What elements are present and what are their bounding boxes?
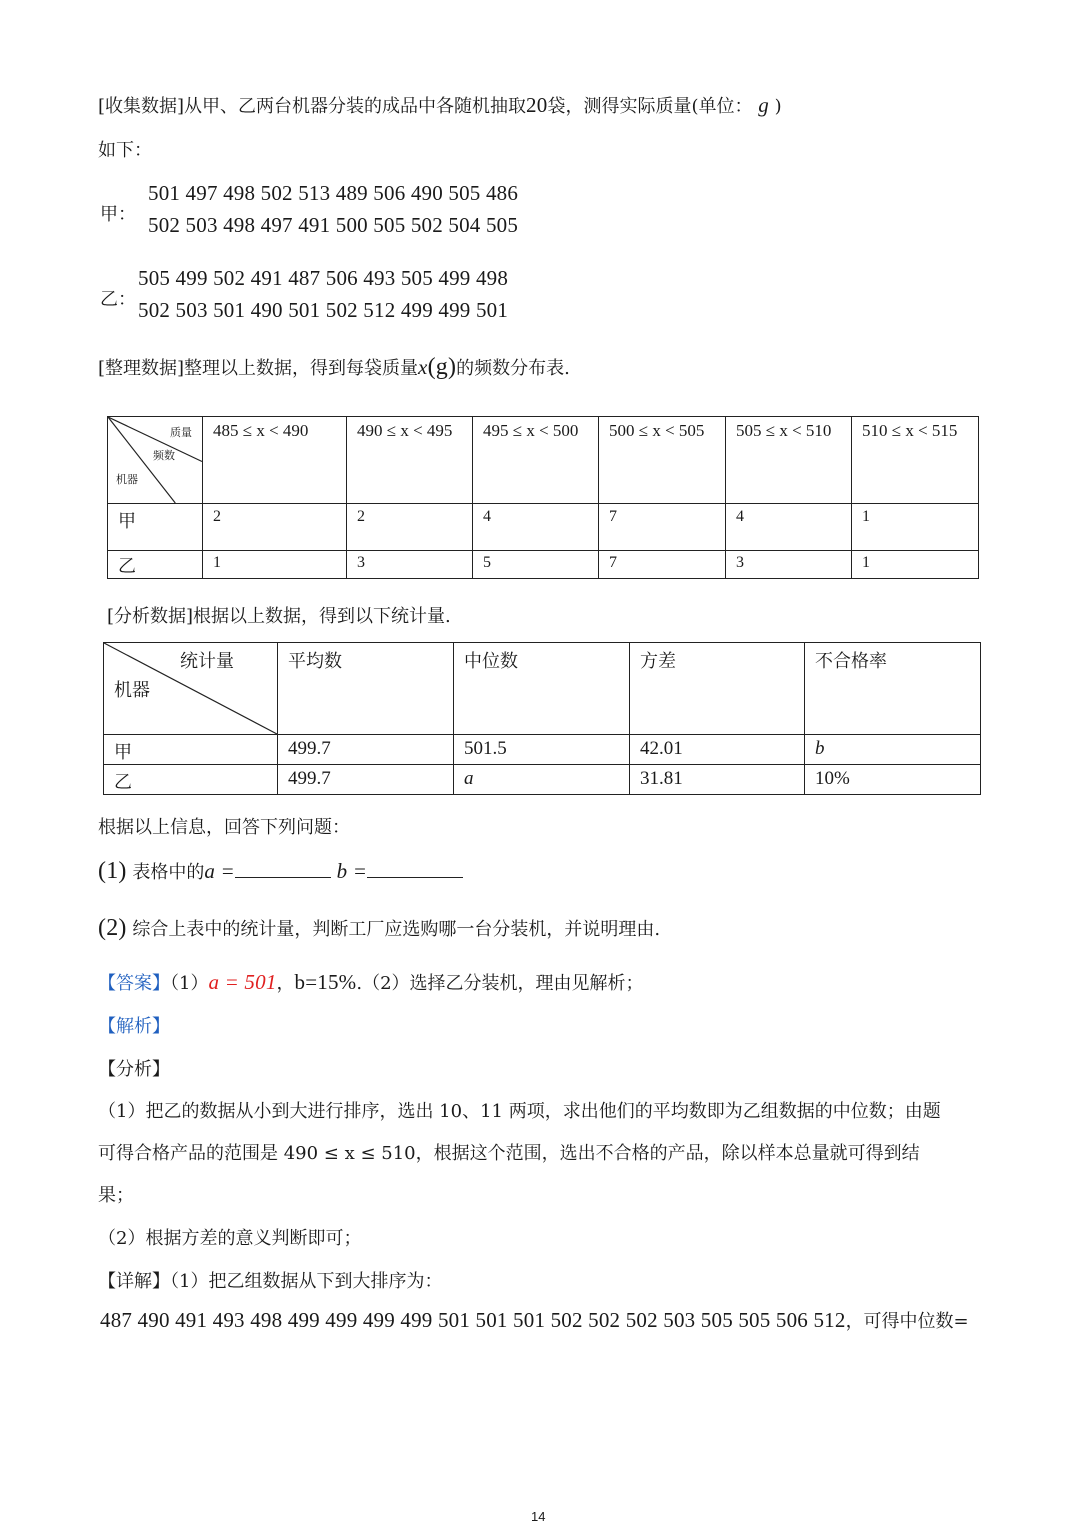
table-cell: 5: [483, 554, 491, 571]
answer-a-value: a = 501: [208, 970, 277, 994]
row-label: 甲: [114, 742, 132, 762]
table-cell: 499.7: [288, 768, 331, 789]
corner-label-machine: 机器: [114, 680, 150, 700]
fenxi-tag: 【分析】: [98, 1059, 170, 1080]
column-header: 495 ≤ x < 500: [483, 421, 579, 440]
table-cell: 2: [357, 508, 365, 525]
table-cell: 7: [609, 508, 617, 525]
column-header: 500 ≤ x < 505: [609, 421, 705, 440]
column-header: 510 ≤ x < 515: [862, 421, 958, 440]
question-2: (2) 综合上表中的统计量，判断工厂应选购哪一台分装机，并说明理由.: [98, 915, 661, 941]
fenxi-line-2: 可得合格产品的范围是 490 ≤ x ≤ 510，根据这个范围，选出不合格的产品，除以样本总量就可得到结: [98, 1143, 920, 1164]
data-yi-label: 乙：: [100, 289, 136, 310]
corner-label-machine: 机器: [116, 474, 138, 486]
table-cell: 1: [213, 554, 221, 571]
table-cell: 1: [862, 554, 870, 571]
frequency-table-header-row: [108, 417, 979, 504]
table-cell: 42.01: [640, 738, 683, 759]
answer-blank-b: [367, 859, 463, 878]
table-cell: a: [464, 768, 474, 789]
statistics-table-corner: [104, 643, 278, 735]
table-cell: 499.7: [288, 738, 331, 759]
table-row: [108, 504, 979, 551]
row-label: 乙: [114, 772, 132, 792]
answer-tag: 【答案】: [98, 973, 170, 994]
table-cell: 3: [736, 554, 744, 571]
row-label: 甲: [118, 511, 136, 531]
table-row: [108, 551, 979, 579]
detail-tag: 【详解】: [98, 1271, 170, 1292]
analyze-line: [分析数据]根据以上数据，得到以下统计量.: [107, 606, 451, 627]
fenxi-line-3: 果；: [98, 1185, 134, 1206]
corner-label-quality: 质量: [170, 427, 192, 439]
column-header: 方差: [640, 651, 676, 671]
column-header: 505 ≤ x < 510: [736, 421, 832, 440]
column-header: 490 ≤ x < 495: [357, 421, 453, 440]
detail-line-1: 【详解】（1）把乙组数据从下到大排序为：: [98, 1271, 443, 1292]
fenxi-line-4: （2）根据方差的意义判断即可；: [98, 1228, 362, 1249]
table-cell: 4: [483, 508, 491, 525]
data-yi-row-1: 505 499 502 491 487 506 493 505 499 498: [138, 266, 509, 290]
data-jia-row-2: 502 503 498 497 491 500 505 502 504 505: [148, 213, 519, 237]
table-cell: 501.5: [464, 738, 507, 759]
question-1: (1) 表格中的a = b =: [98, 858, 463, 885]
table-cell: 3: [357, 554, 365, 571]
row-label: 乙: [118, 556, 136, 576]
table-cell: b: [815, 738, 825, 759]
table-row: [104, 765, 981, 795]
column-header: 485 ≤ x < 490: [213, 421, 309, 440]
questions-lead: 根据以上信息，回答下列问题：: [98, 817, 350, 838]
jiexi-tag: 【解析】: [98, 1016, 170, 1037]
detail-line-2: 487 490 491 493 498 499 499 499 499 501 501 501 502 502 502 503 505 505 506 512，可得中位数=: [100, 1308, 969, 1332]
column-header: 中位数: [464, 651, 518, 671]
statistics-table-header-row: [104, 643, 981, 735]
column-header: 不合格率: [815, 651, 887, 671]
corner-label-frequency: 频数: [153, 450, 175, 462]
answer-line: 【答案】（1）a = 501，b=15%.（2）选择乙分装机，理由见解析；: [98, 970, 644, 994]
intro-line-1: [收集数据]从甲、乙两台机器分装的成品中各随机抽取20袋，测得实际质量(单位： g ): [98, 93, 782, 117]
intro-line-2: 如下：: [98, 140, 152, 161]
table-cell: 7: [609, 554, 617, 571]
table-cell: 2: [213, 508, 221, 525]
table-cell: 1: [862, 508, 870, 525]
table-cell: 10%: [815, 768, 850, 789]
data-jia-label: 甲：: [100, 204, 136, 225]
corner-label-statistic: 统计量: [180, 651, 234, 671]
column-header: 平均数: [288, 651, 342, 671]
answer-b-value: b=15%: [294, 970, 357, 994]
frequency-table: [107, 416, 979, 579]
answer-blank-a: [235, 859, 331, 878]
table-cell: 31.81: [640, 768, 683, 789]
organize-line: [整理数据]整理以上数据，得到每袋质量x(g)的频数分布表.: [98, 354, 570, 380]
data-jia-row-1: 501 497 498 502 513 489 506 490 505 486: [148, 181, 519, 205]
table-row: [104, 735, 981, 765]
fenxi-line-1: （1）把乙的数据从小到大进行排序，选出 10、11 两项，求出他们的平均数即为乙组数据的中位数；由题: [98, 1101, 941, 1122]
frequency-table-corner: [108, 417, 203, 504]
page-number: 14: [531, 1509, 546, 1524]
sorted-values: 487 490 491 493 498 499 499 499 499 501 501 501 502 502 502 503 505 505 506 512: [100, 1308, 846, 1332]
table-cell: 4: [736, 508, 744, 525]
data-yi-row-2: 502 503 501 490 501 502 512 499 499 501: [138, 298, 509, 322]
statistics-table: [103, 642, 981, 795]
